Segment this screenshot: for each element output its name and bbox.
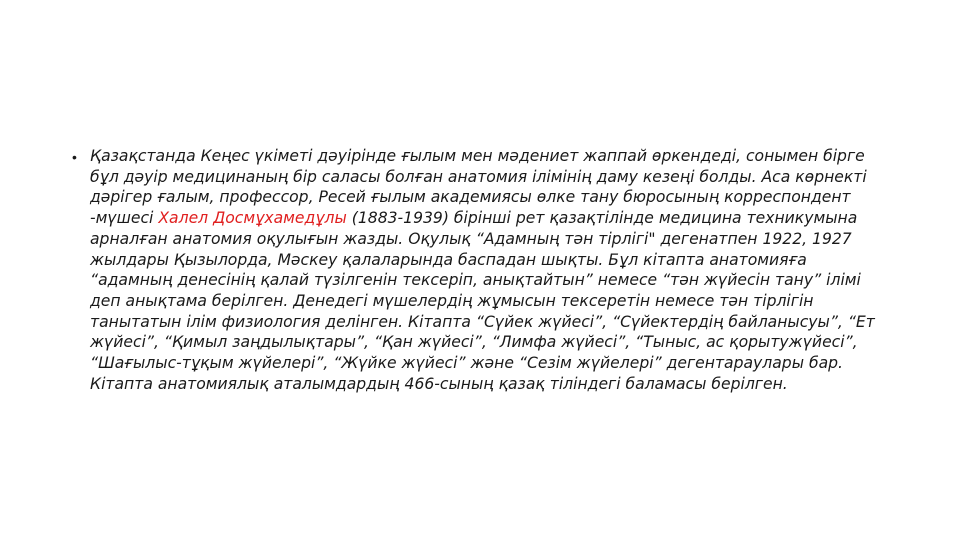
paragraph-text-before: Қазақстанда Кеңес үкіметі дәуірінде ғылым мен мәдениет жаппай өркендеді, сонымен бірге бұл дәуір медицинаның бір саласы болған анатомия ілімінің даму кезеңі болды. Аса көрнекті дәрігер ғалым, профессор, Ресей ғылым академиясы өлке тану бюросының корреспондент -мүшесі xyxy=(90,147,867,228)
body-paragraph xyxy=(90,146,892,394)
highlighted-name: Халел Досмұхамедұлы xyxy=(158,209,347,228)
bullet-icon: • xyxy=(72,149,77,165)
bullet-item xyxy=(72,146,892,394)
paragraph-text-after: (1883-1939) бірінші рет қазақтілінде медицина техникумына арналған анатомия оқулығын жазды. Оқулық “Адамның тән тірлігі" дегенатпен 1922, 1927 жылдары Қызылорда, Мәскеу қалаларында баспадан шықты. Бұл кітапта анатомияға “адамның денесінің қалай түзілгенін тексеріп, анықтайтын” немесе “тән жүйесін тану” ілімі деп анықтама берілген. Денедегі мүшелердің жұмысын тексеретін немесе тән тірлігін танытатын ілім физиология делінген. Кітапта “Сүйек жүйесі”, “Сүйектердің байланысуы”, “Ет жүйесі”, “Қимыл заңдылықтары”, “Қан жүйесі”, “Лимфа жүйесі”, “Тыныс, ас қорытужүйесі”, “Шағылыс-тұқым жүйелері”, “Жүйке жүйесі” және “Сезім жүйелері” дегентараулары бар. Кітапта анатомиялық аталымдардың 466-сының қазақ тіліндегі баламасы берілген. xyxy=(90,209,875,393)
